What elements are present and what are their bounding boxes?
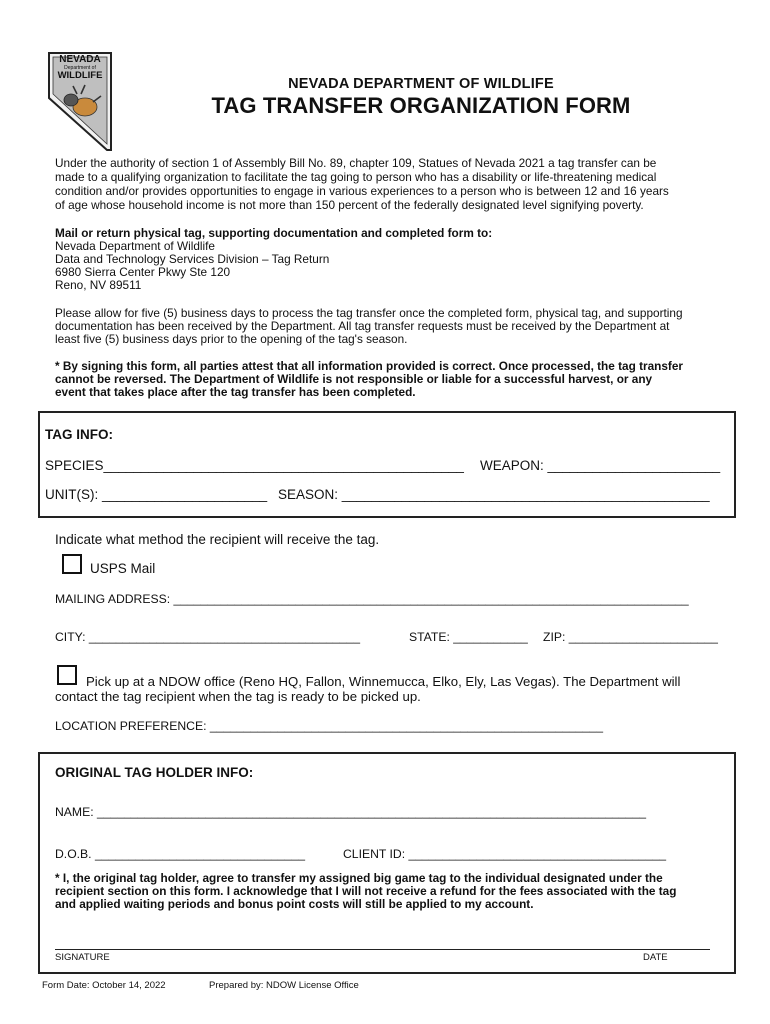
units-field[interactable]: UNIT(S): ______________________ [45, 487, 268, 502]
usps-mail-checkbox[interactable] [62, 554, 82, 574]
state-field[interactable]: STATE: ___________ [409, 630, 528, 644]
original-holder-box [38, 752, 736, 974]
logo-text-top: NEVADA [59, 54, 101, 65]
species-field[interactable]: SPECIES________________________________________________ [45, 458, 464, 473]
processing-line-2: documentation has been received by the Department. All tag transfer requests must be received by the Department at [55, 319, 670, 333]
city-field[interactable]: CITY: ________________________________________ [55, 630, 360, 644]
logo-text-middle: Department of [64, 65, 96, 71]
zip-field[interactable]: ZIP: ______________________ [543, 630, 718, 644]
location-preference-field[interactable]: LOCATION PREFERENCE: __________________________________________________________ [55, 719, 603, 733]
mail-line-3: 6980 Sierra Center Pkwy Ste 120 [55, 265, 231, 279]
attest-line-2: cannot be reversed. The Department of Wildlife is not responsible or liable for a successful harvest, or any [55, 372, 653, 386]
agree-line-1: * I, the original tag holder, agree to transfer my assigned big game tag to the individual designated under the [55, 871, 663, 885]
agree-line-3: and applied waiting periods and bonus point costs will still be applied to my account. [55, 897, 534, 911]
pickup-checkbox[interactable] [57, 665, 77, 685]
pickup-line-2: contact the tag recipient when the tag is ready to be picked up. [55, 689, 421, 704]
dob-field[interactable]: D.O.B. _______________________________ [55, 847, 306, 861]
tag-info-heading: TAG INFO: [45, 427, 113, 442]
pickup-line-1: Pick up at a NDOW office (Reno HQ, Fallon, Winnemucca, Elko, Ely, Las Vegas). The Department will [86, 674, 681, 689]
form-date: Form Date: October 14, 2022 [42, 980, 166, 991]
tag-info-box [38, 411, 736, 518]
logo-text-bottom: WILDLIFE [57, 70, 103, 81]
intro-line-4: of age whose household income is not more than 150 percent of the federally designated level signifying poverty. [55, 198, 644, 212]
mail-line-2: Data and Technology Services Division – Tag Return [55, 252, 330, 266]
mail-line-1: Nevada Department of Wildlife [55, 239, 215, 253]
season-field[interactable]: SEASON: _________________________________________________ [278, 487, 710, 502]
department-name: NEVADA DEPARTMENT OF WILDLIFE [288, 76, 554, 92]
signature-label: SIGNATURE [55, 952, 110, 963]
form-title: TAG TRANSFER ORGANIZATION FORM [211, 93, 631, 118]
intro-line-1: Under the authority of section 1 of Assembly Bill No. 89, chapter 109, Statues of Nevada 2021 a tag transfer can be [55, 156, 657, 170]
date-label: DATE [643, 952, 668, 963]
prepared-by: Prepared by: NDOW License Office [209, 980, 359, 991]
agree-line-2: recipient section on this form. I acknowledge that I will not receive a refund for the fees associated with the tag [55, 884, 677, 898]
ndow-logo [47, 52, 113, 152]
name-field[interactable]: NAME: _________________________________________________________________________________ [55, 805, 647, 819]
holder-heading: ORIGINAL TAG HOLDER INFO: [55, 765, 254, 780]
weapon-field[interactable]: WEAPON: _______________________ [480, 458, 721, 473]
intro-line-2: made to a qualifying organization to facilitate the tag going to person who has a disability or life-threatening medical [55, 170, 657, 184]
intro-line-3: condition and/or provides opportunities to engage in various experiences to a person who is between 12 and 16 years [55, 184, 669, 198]
usps-mail-label: USPS Mail [90, 561, 156, 576]
mailing-address-field[interactable]: MAILING ADDRESS: ____________________________________________________________________________ [55, 592, 689, 606]
attest-line-3: event that takes place after the tag transfer has been completed. [55, 385, 416, 399]
attest-line-1: * By signing this form, all parties attest that all information provided is correct. Once processed, the tag transfer [55, 359, 684, 373]
processing-line-1: Please allow for five (5) business days to process the tag transfer once the completed form, physical tag, and supporting [55, 306, 683, 320]
method-question: Indicate what method the recipient will receive the tag. [55, 532, 380, 547]
client-id-field[interactable]: CLIENT ID: ______________________________________ [343, 847, 667, 861]
mail-heading: Mail or return physical tag, supporting documentation and completed form to: [55, 226, 493, 240]
mail-line-4: Reno, NV 89511 [55, 278, 142, 292]
processing-line-3: least five (5) business days prior to the opening of the tag's season. [55, 332, 408, 346]
signature-line[interactable] [55, 949, 710, 950]
